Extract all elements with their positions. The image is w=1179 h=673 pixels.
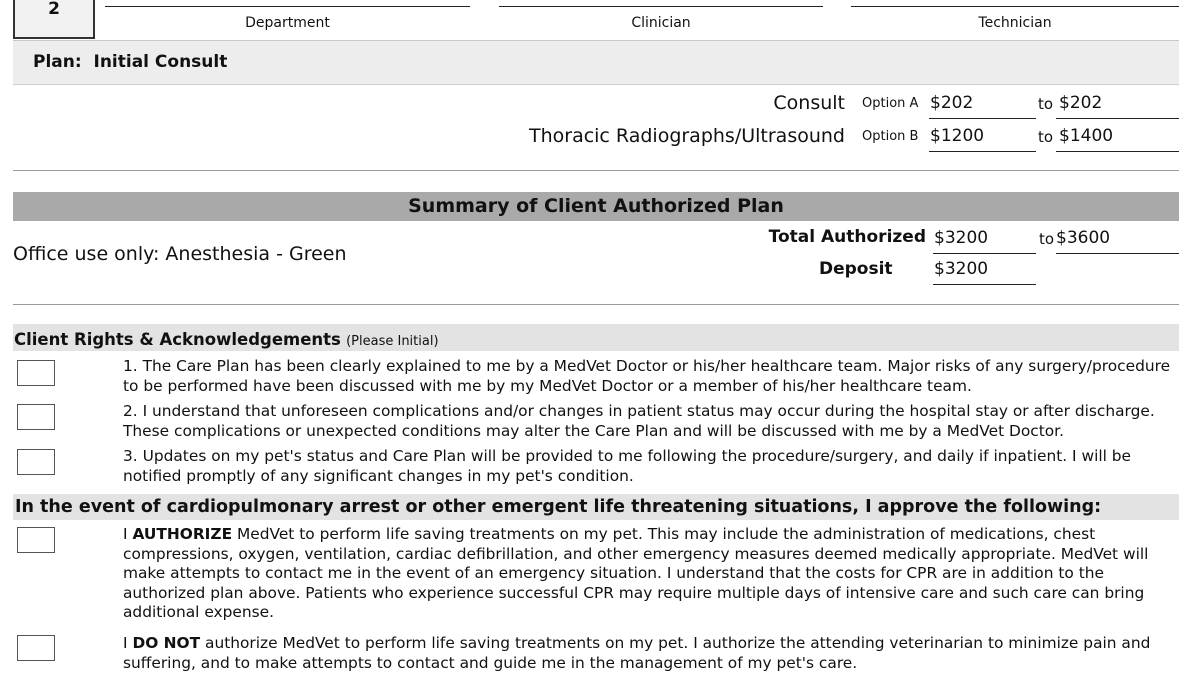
service-name: Thoracic Radiographs/Ultrasound — [528, 125, 845, 147]
service-high-price: $1400 — [1059, 126, 1114, 146]
do-not-authorize-initial-box[interactable] — [17, 635, 55, 661]
service-option: Option B — [862, 129, 919, 144]
clinician-label: Clinician — [631, 15, 691, 31]
clinician-signature-line — [499, 6, 823, 7]
total-low-value: $3200 — [934, 228, 989, 248]
rights-title: Client Rights & Acknowledgements — [14, 330, 341, 349]
initial-box-2[interactable] — [17, 404, 55, 430]
total-authorized-label: Total Authorized — [768, 227, 926, 247]
total-to-label: to — [1039, 230, 1055, 248]
technician-label: Technician — [978, 15, 1052, 31]
plan-title: Plan: Initial Consult — [33, 52, 228, 72]
high-price-line — [1056, 118, 1179, 119]
department-signature-line — [105, 6, 470, 7]
total-high-value: $3600 — [1056, 228, 1111, 248]
service-option: Option A — [862, 96, 919, 111]
low-price-line — [929, 151, 1036, 152]
high-price-line — [1056, 151, 1179, 152]
plan-header — [13, 40, 1179, 85]
rights-title-row — [14, 330, 439, 349]
to-label: to — [1038, 95, 1054, 113]
divider — [13, 170, 1179, 171]
acknowledgement-3: 3. Updates on my pet's status and Care Plan will be provided to me following the procedure/surgery, and daily if inpatient. I will be notified promptly of any significant changes in my pet's condition. — [123, 447, 1132, 485]
do-not-authorize-text: I DO NOT authorize MedVet to perform life saving treatments on my pet. I authorize the attending veterinarian to minimize pain and suffering, and to make attempts to contact and guide me in the management of my pet's care. — [123, 634, 1151, 672]
rights-note: (Please Initial) — [346, 334, 439, 349]
divider — [13, 304, 1179, 305]
deposit-line — [933, 284, 1036, 285]
acknowledgement-1: 1. The Care Plan has been clearly explained to me by a MedVet Doctor or his/her healthcare team. Major risks of any surgery/procedure to be performed have been discussed with me by my MedVet Doctor or a member of his/her healthcare team. — [123, 357, 1171, 395]
low-price-line — [929, 118, 1036, 119]
office-use-note: Office use only: Anesthesia - Green — [13, 243, 347, 265]
service-low-price: $1200 — [930, 126, 985, 146]
authorize-cpr-initial-box[interactable] — [17, 527, 55, 553]
deposit-value: $3200 — [934, 259, 989, 279]
acknowledgement-2: 2. I understand that unforeseen complications and/or changes in patient status may occur during the hospital stay or after discharge. These complications or unexpected conditions may alter the Care Plan and will be discussed with me by a MedVet Doctor. — [123, 402, 1155, 440]
department-label: Department — [245, 15, 330, 31]
service-low-price: $202 — [930, 93, 974, 113]
total-high-line — [1056, 253, 1179, 254]
cpr-title: In the event of cardiopulmonary arrest or other emergent life threatening situations, I approve the following: — [15, 497, 1102, 517]
to-label: to — [1038, 128, 1054, 146]
service-name: Consult — [773, 92, 845, 114]
technician-signature-line — [851, 6, 1179, 7]
initial-box-3[interactable] — [17, 449, 55, 475]
authorize-cpr-text: I AUTHORIZE MedVet to perform life saving treatments on my pet. This may include the administration of medications, chest compressions, oxygen, ventilation, cardiac defibrillation, and other emergency measures deemed medically appropriate. MedVet will make attempts to contact me in the event of an emergency situation. I understand that the costs for CPR are in addition to the authorized plan above. Patients who experience successful CPR may require multiple days of intensive care and such care can bring additional expense. — [123, 525, 1149, 621]
page-number-box: 2 — [13, 0, 95, 39]
deposit-label: Deposit — [819, 259, 893, 279]
summary-header: Summary of Client Authorized Plan — [13, 192, 1179, 221]
total-low-line — [933, 253, 1036, 254]
service-high-price: $202 — [1059, 93, 1103, 113]
initial-box-1[interactable] — [17, 360, 55, 386]
